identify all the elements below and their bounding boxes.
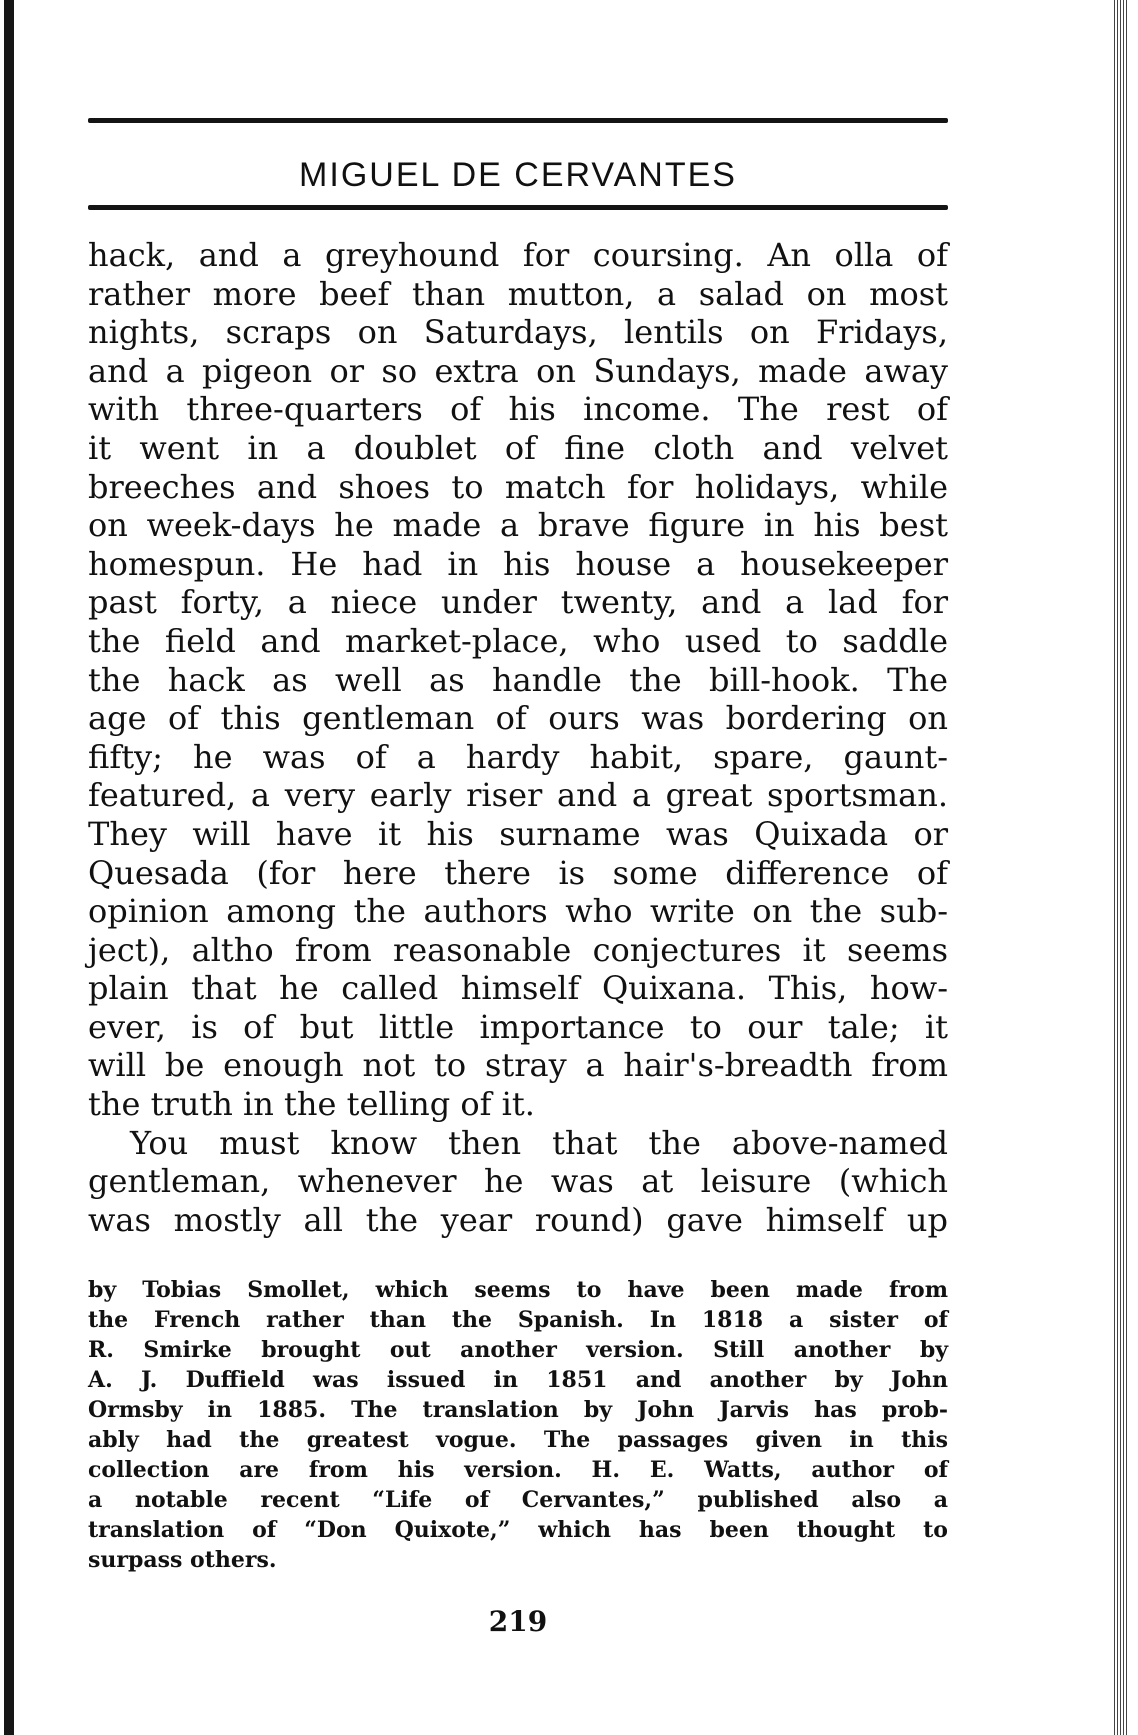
header-rule-bottom xyxy=(88,205,948,210)
running-head: MIGUEL DE CERVANTES xyxy=(299,156,737,194)
body-line: hack, and a greyhound for coursing. An olla of xyxy=(88,236,948,274)
footnote-line: A. J. Duffield was issued in 1851 and another by John xyxy=(88,1367,948,1394)
body-line: featured, a very early riser and a great sportsman. xyxy=(88,776,948,815)
body-line: the hack as well as handle the bill-hook. The xyxy=(88,660,948,699)
body-line: You must know then that the above-named xyxy=(130,1123,948,1162)
footnote-line: by Tobias Smollet, which seems to have been made from xyxy=(88,1277,948,1304)
body-line: breeches and shoes to match for holidays, while xyxy=(88,467,948,506)
body-line: the field and market-place, who used to saddle xyxy=(88,621,948,660)
body-line: rather more beef than mutton, a salad on most xyxy=(88,274,948,313)
body-line: opinion among the authors who write on the sub- xyxy=(88,892,948,931)
body-line: gentleman, whenever he was at leisure (which xyxy=(88,1162,948,1201)
body-line: the truth in the telling of it. xyxy=(88,1085,535,1124)
body-line: and a pigeon or so extra on Sundays, made away xyxy=(88,351,948,390)
body-line: was mostly all the year round) gave himself up xyxy=(88,1200,948,1239)
body-line: with three-quarters of his income. The rest of xyxy=(88,390,948,429)
footnote-line: collection are from his version. H. E. Watts, author of xyxy=(88,1457,948,1484)
footnote-line: surpass others. xyxy=(88,1547,277,1574)
body-line: it went in a doublet of fine cloth and velvet xyxy=(88,428,948,467)
body-line: will be enough not to stray a hair's-breadth from xyxy=(88,1046,948,1085)
body-text xyxy=(88,236,948,1239)
body-line: plain that he called himself Quixana. This, how- xyxy=(88,969,948,1008)
page-number: 219 xyxy=(488,1605,548,1639)
body-line: homespun. He had in his house a housekeeper xyxy=(88,544,948,583)
body-line: past forty, a niece under twenty, and a lad for xyxy=(88,583,948,622)
page-edge-left xyxy=(4,0,14,1735)
footnote-line: translation of “Don Quixote,” which has been thought to xyxy=(88,1517,948,1544)
body-line: fifty; he was of a hardy habit, spare, gaunt- xyxy=(88,737,948,776)
body-line: on week-days he made a brave figure in his best xyxy=(88,506,948,545)
body-line: nights, scraps on Saturdays, lentils on Fridays, xyxy=(88,313,948,352)
body-line: They will have it his surname was Quixada or xyxy=(88,814,948,853)
body-line: age of this gentleman of ours was bordering on xyxy=(88,699,948,738)
body-line: ever, is of but little importance to our tale; it xyxy=(88,1007,948,1046)
footnote-line: R. Smirke brought out another version. Still another by xyxy=(88,1337,948,1364)
footnote-line: ably had the greatest vogue. The passages given in this xyxy=(88,1427,948,1454)
book-page xyxy=(88,118,948,1638)
footnote-line: a notable recent “Life of Cervantes,” published also a xyxy=(88,1487,948,1514)
footnote-line: Ormsby in 1885. The translation by John Jarvis has prob- xyxy=(88,1397,948,1424)
body-line: ject), altho from reasonable conjectures it seems xyxy=(88,930,948,969)
page-edge-right xyxy=(1114,0,1128,1735)
body-line: Quesada (for here there is some difference of xyxy=(88,853,948,892)
footnote xyxy=(88,1275,948,1575)
footnote-line: the French rather than the Spanish. In 1818 a sister of xyxy=(88,1307,948,1334)
